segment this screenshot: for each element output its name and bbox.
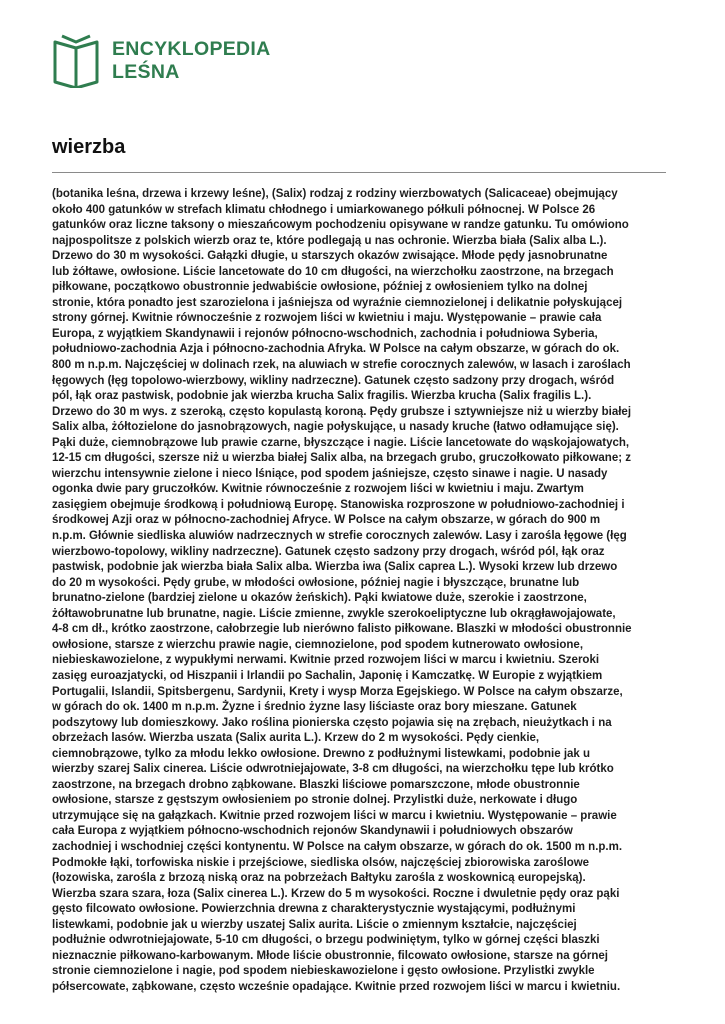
logo-line-2: LEŚNA [112,61,180,83]
title-divider [52,172,666,173]
logo-wordmark [112,38,271,84]
logo[interactable] [52,34,271,88]
open-book-icon [52,34,100,88]
article-body: (botanika leśna, drzewa i krzewy leśne), (Salix) rodzaj z rodziny wierzbowatych (Salicaceae) obejmujący około 400 gatunków w strefach klimatu chłodnego i umiarkowanego półkuli północnej. W Polsce 26 gatunków oraz liczne taksony o mieszańcowym pochodzeniu opisywane w randze gatunku. Tu omówiono najpospolitsze z polskich wierzb oraz te, które podlegają u nas ochronie. Wierzba biała (Salix alba L.). Drzewo do 30 m wysokości. Gałązki długie, u starszych okazów zwisające. Młode pędy jasnobrunatne lub żółtawe, owłosione. Liście lancetowate do 10 cm długości, na wierzchołku zaostrzone, na brzegach piłkowane, początkowo obustronnie jedwabiście owłosione, później z owłosieniem tylko na dolnej stronie, która ponadto jest szarozielona i jaśniejsza od wyraźnie ciemnozielonej i delikatnie połyskującej strony górnej. Kwitnie równocześnie z rozwojem liści w kwietniu i maju. Występowanie – prawie cała Europa, z wyjątkiem Skandynawii i rejonów północno-wschodnich, zachodnia i południowa Syberia, południowo-zachodnia Azja i północno-zachodnia Afryka. W Polsce na całym obszarze, w górach do ok. 800 m n.p.m. Najczęściej w dolinach rzek, na aluwiach w strefie corocznych zalewów, w lasach i zaroślach łęgowych (łęg topolowo-wierzbowy, wikliny nadrzeczne). Gatunek często sadzony przy drogach, wśród pól, łąk oraz pastwisk, podobnie jak wierzba krucha Salix fragilis. Wierzba krucha (Salix fragilis L.). Drzewo do 30 m wys. z szeroką, często kopulastą koroną. Pędy grubsze i sztywniejsze niż u wierzby białej Salix alba, żółtozielone do jasnobrązowych, nagie połyskujące, u nasady kruche (łatwo odłamujące się). Pąki duże, ciemnobrązowe lub prawie czarne, błyszczące i nagie. Liście lancetowate do wąskojajowatych, 12-15 cm długości, szersze niż u wierzba białej Salix alba, na brzegach grubo, gruczołkowato piłkowane; z wierzchu intensywnie zielone i nieco lśniące, pod spodem jaśniejsze, często sinawe i nagie. U nasady ogonka dwie pary gruczołków. Kwitnie równocześnie z rozwojem liści w kwietniu i maju. Zwartym zasięgiem obejmuje środkową i południową Europę. Stanowiska rozproszone w południowo-zachodniej i środkowej Azji oraz w północno-zachodniej Afryce. W Polsce na całym obszarze, w górach do 900 m n.p.m. Głównie siedliska aluwiów nadrzecznych w strefie corocznych zalewów. Lasy i zarośla łęgowe (łęg wierzbowo-topolowy, wikliny nadrzeczne). Gatunek często sadzony przy drogach, wśród pól, łąk oraz pastwisk, podobnie jak wierzba biała Salix alba. Wierzba iwa (Salix caprea L.). Wysoki krzew lub drzewo do 20 m wysokości. Pędy grube, w młodości owłosione, później nagie i błyszczące, brunatne lub brunatno-zielone (bardziej zielone u okazów żeńskich). Pąki kwiatowe duże, szerokie i zaostrzone, żółtawobrunatne lub brunatne, nagie. Liście zmienne, zwykle szerokoeliptyczne lub okrągławojajowate, 4-8 cm dł., krótko zaostrzone, całobrzegie lub nierówno falisto piłkowane. Blaszki w młodości obustronnie owłosione, starsze z wierzchu prawie nagie, ciemnozielone, pod spodem kutnerowato owłosione, niebieskawozielone, z wypukłymi nerwami. Kwitnie przed rozwojem liści w marcu i kwietniu. Szeroki zasięg euroazjatycki, od Hiszpanii i Irlandii po Sachalin, Japonię i Kamczatkę. W Europie z wyjątkiem Portugalii, Islandii, Spitsbergenu, Sardynii, Krety i wysp Morza Egejskiego. W Polsce na całym obszarze, w górach do ok. 1400 m n.p.m. Żyzne i średnio żyzne lasy liściaste oraz bory mieszane. Gatunek podszytowy lub domieszkowy. Jako roślina pionierska często pojawia się na zrębach, nieużytkach i na obrzeżach lasów. Wierzba uszata (Salix aurita L.). Krzew do 2 m wysokości. Pędy cienkie, ciemnobrązowe, tylko za młodu lekko owłosione. Drewno z podłużnymi listewkami, podobnie jak u wierzby szarej Salix cinerea. Liście odwrotniejajowate, 3-8 cm długości, na wierzchołku tępe lub krótko zaostrzone, na brzegach drobno ząbkowane. Blaszki liściowe pomarszczone, młode obustronnie owłosione, starsze z gęstszym owłosieniem po stronie dolnej. Przylistki duże, nerkowate i długo utrzymujące się na gałązkach. Kwitnie przed rozwojem liści w marcu i kwietniu. Występowanie – prawie cała Europa z wyjątkiem północno-wschodnich rejonów Skandynawii i południowych obszarów zachodniej i wschodniej części kontynentu. W Polsce na całym obszarze, w górach do ok. 1500 m n.p.m. Podmokłe łąki, torfowiska niskie i przejściowe, siedliska olsów, najczęściej zbiorowiska zaroślowe (łozowiska, zarośla z brzozą niską oraz na pobrzeżach Bałtyku zarośla z woskownicą europejską). Wierzba szara szara, łoza (Salix cinerea L.). Krzew do 5 m wysokości. Roczne i dwuletnie pędy oraz pąki gęsto filcowato owłosione. Powierzchnia drewna z charakterystycznie wystającymi, podłużnymi listewkami, podobnie jak u wierzby uszatej Salix aurita. Liście o zmiennym kształcie, najczęściej podłużnie odwrotniejajowate, 5-10 cm długości, o brzegu podwiniętym, tylko w górnej części blaszki nieznacznie piłkowano-karbowanym. Młode liście obustronnie, filcowato owłosione, starsze na górnej stronie ciemnozielone i nagie, pod spodem niebieskawozielone i gęsto owłosione. Przylistki zwykle półsercowate, ząbkowane, często wcześnie opadające. Kwitnie przed rozwojem liści w marcu i kwietniu. [52,188,632,993]
logo-line-1: ENCYKLOPEDIA [112,38,271,60]
page-title: wierzba [52,136,126,158]
